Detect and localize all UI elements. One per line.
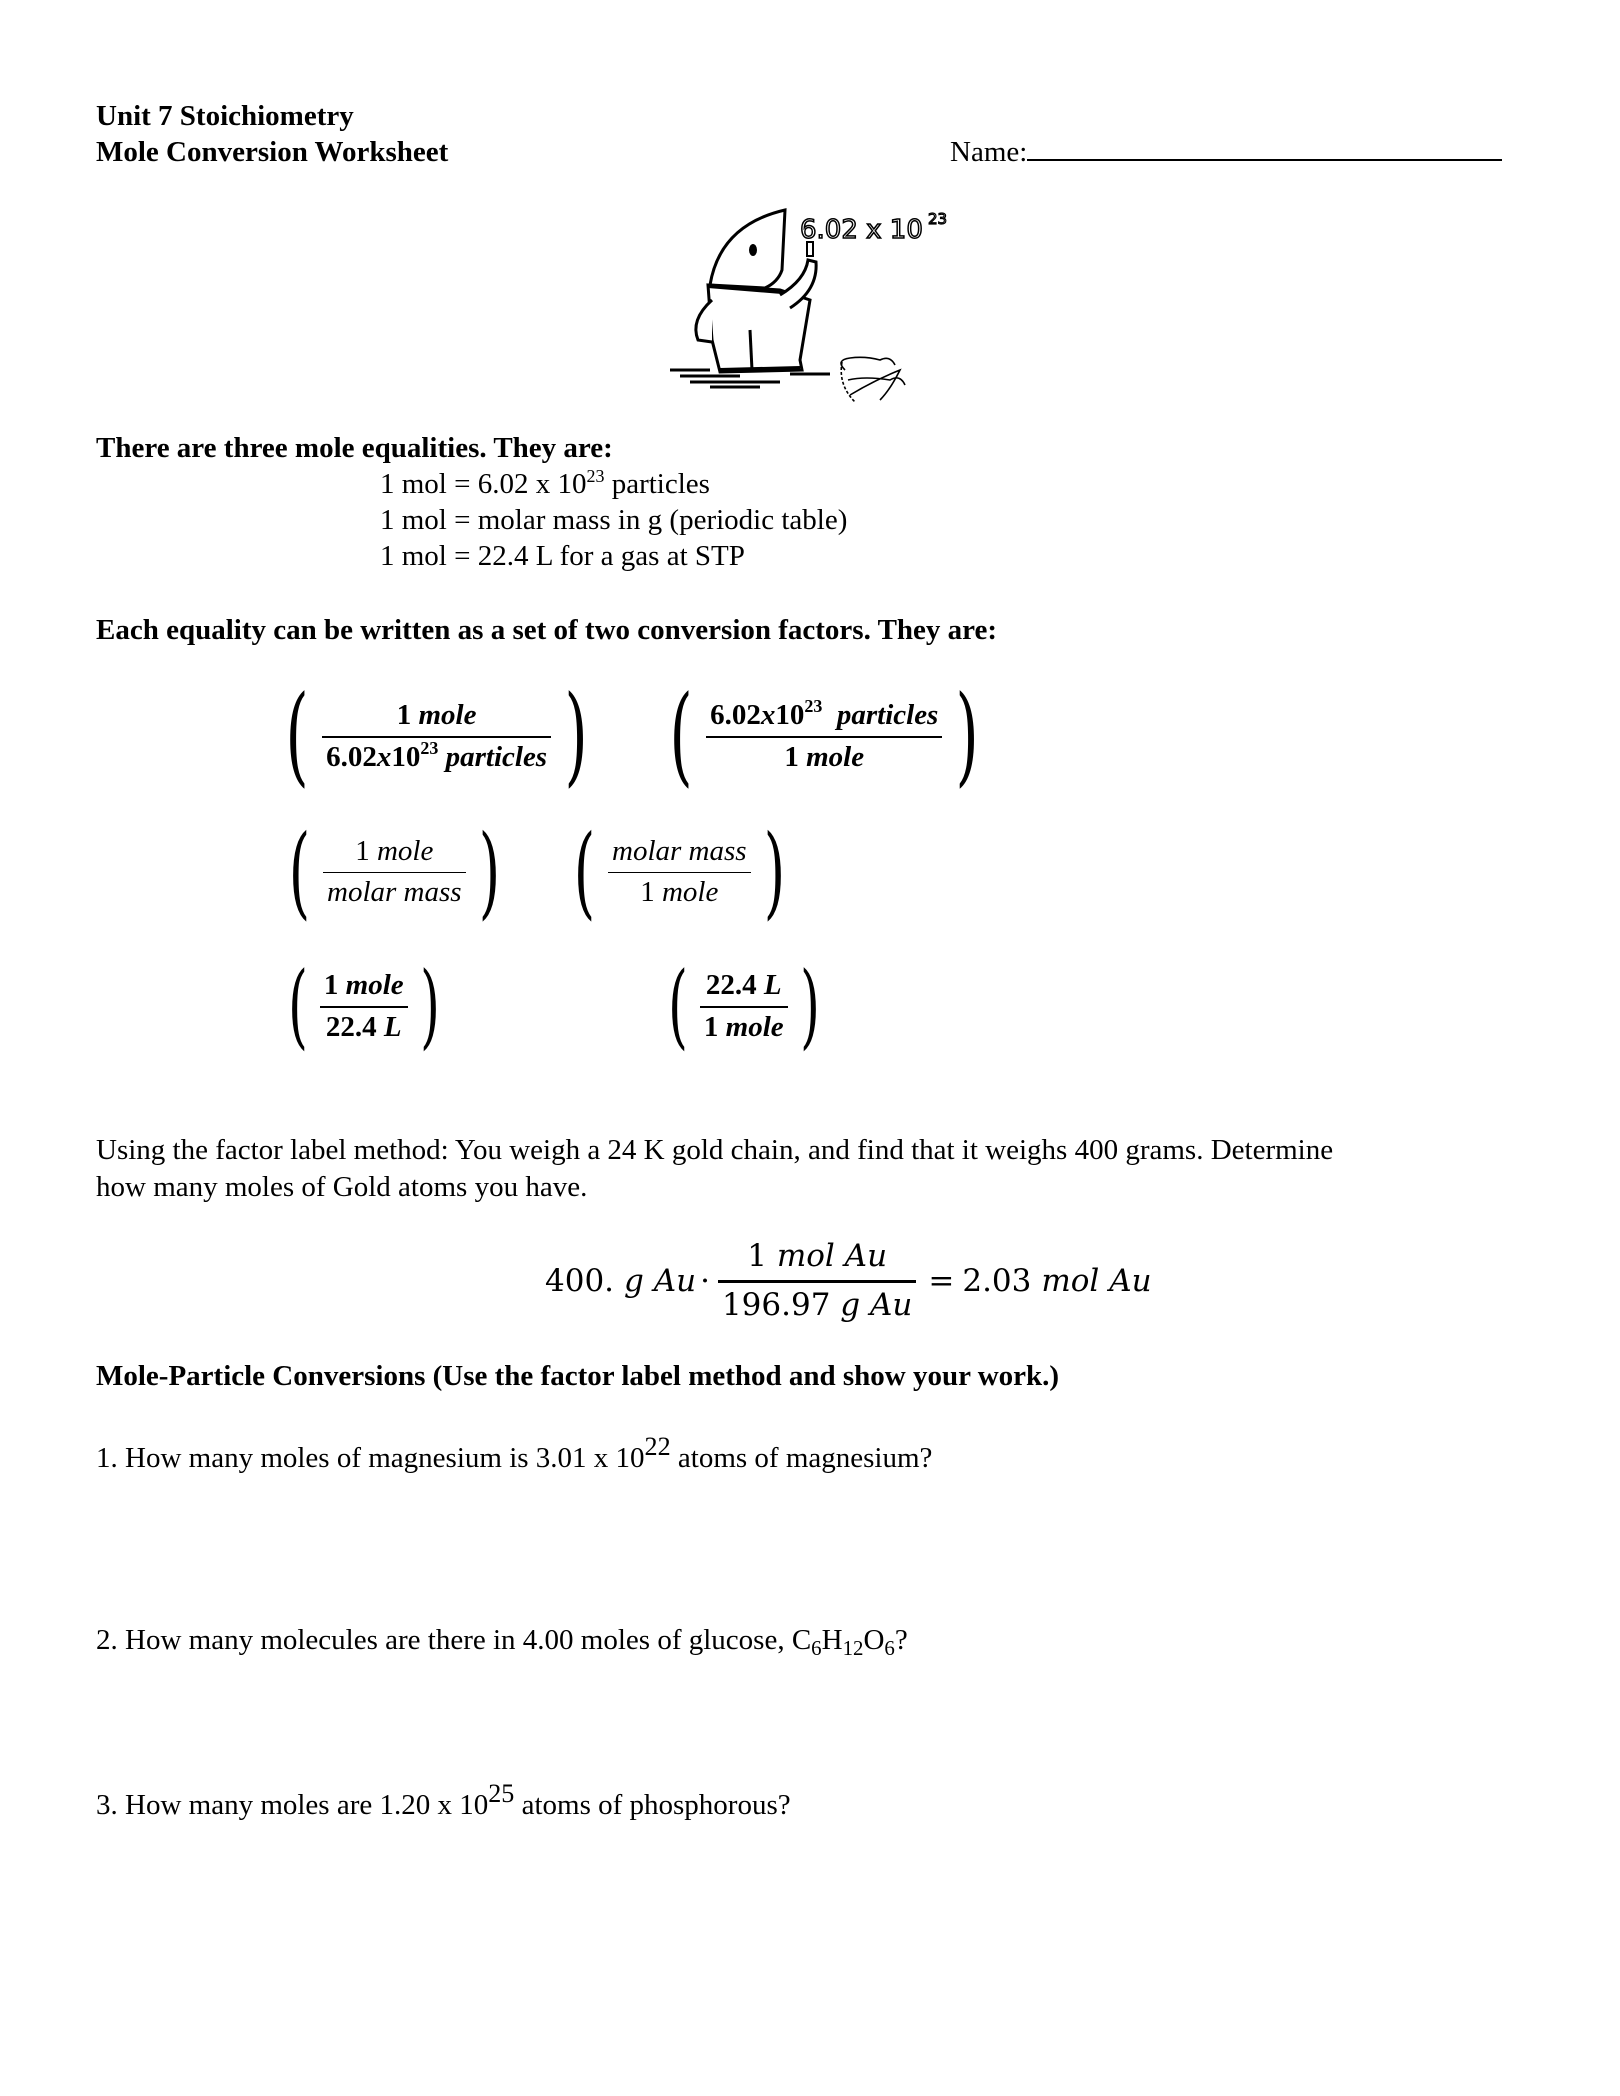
question-1: 1. How many moles of magnesium is 3.01 x 1022 atoms of magnesium? <box>96 1432 933 1474</box>
factor-mole-per-liters: ( $\frac{\text{1 mole}}{22.4 L}$ ) <box>288 952 440 1059</box>
mole-cartoon-icon <box>650 190 980 420</box>
equality-molar-mass: 1 mol = molar mass in g (periodic table) <box>380 504 848 536</box>
factor-liters-per-mole: ( $\frac{22.4 L}{\text{1 mole}}$ ) <box>668 952 820 1059</box>
name-label: Name: <box>950 136 1028 168</box>
gold-equation: 400. g Au · $\frac{\text{1 mol Au}}{\text{196.97 g Au}}$ = 2.03 mol Au <box>545 1238 1152 1323</box>
factor-molar-mass-per-mole: ( $\frac{\text{molar mass}}{\text{1 mole}}$ ) <box>573 813 785 930</box>
mole-mascot-illustration <box>650 190 980 420</box>
name-field[interactable] <box>950 133 1502 171</box>
unit-title: Unit 7 Stoichiometry <box>96 100 354 132</box>
example-prompt-line2: how many moles of Gold atoms you have. <box>96 1171 588 1203</box>
question-2: 2. How many molecules are there in 4.00 moles of glucose, $C_6H_{12}O_6$? <box>96 1624 908 1661</box>
equality-particles: 1 mol = 6.02 x $10^{23}$ particles <box>380 465 710 500</box>
factor-mole-per-molar-mass: ( $\frac{\text{1 mole}}{\text{molar mass}}$ ) <box>288 813 500 930</box>
section-heading: Mole-Particle Conversions (Use the factor label method and show your work.) <box>96 1360 1060 1392</box>
signature-scribble-icon <box>841 357 905 402</box>
example-prompt-line1: Using the factor label method: You weigh a 24 K gold chain, and find that it weighs 400 grams. Determine <box>96 1134 1334 1166</box>
equality-gas-volume: 1 mol = 22.4 L for a gas at STP <box>380 540 745 572</box>
factor-particles-per-mole: ( $\frac{6.02x10^{23} particles}{\text{1 mole}}$ ) <box>669 673 980 798</box>
gold-conversion-fraction: $\frac{\text{1 mol Au}}{\text{196.97 g Au}}$ <box>714 1238 920 1323</box>
gold-result: 2.03 <box>962 1262 1032 1299</box>
worksheet-title: Mole Conversion Worksheet <box>96 136 449 168</box>
glucose-formula: $C_6H_{12}O_6$ <box>791 1624 895 1661</box>
name-input-line[interactable] <box>1027 133 1502 161</box>
factor-mole-per-particles: ( $\frac{\text{1 mole}}{6.02x10^{23} particles}$ ) <box>285 673 588 798</box>
right-paren: ) <box>564 673 588 798</box>
conversion-factors-heading: Each equality can be written as a set of two conversion factors. They are: <box>96 614 998 646</box>
board-text: 6.02 x 10 <box>800 215 923 245</box>
equalities-heading: There are three mole equalities. They are: <box>96 432 613 464</box>
question-3: 3. How many moles are 1.20 x 1025 atoms of phosphorous? <box>96 1779 791 1821</box>
left-paren: ( <box>285 673 309 798</box>
board-text-exponent: 23 <box>928 210 948 228</box>
